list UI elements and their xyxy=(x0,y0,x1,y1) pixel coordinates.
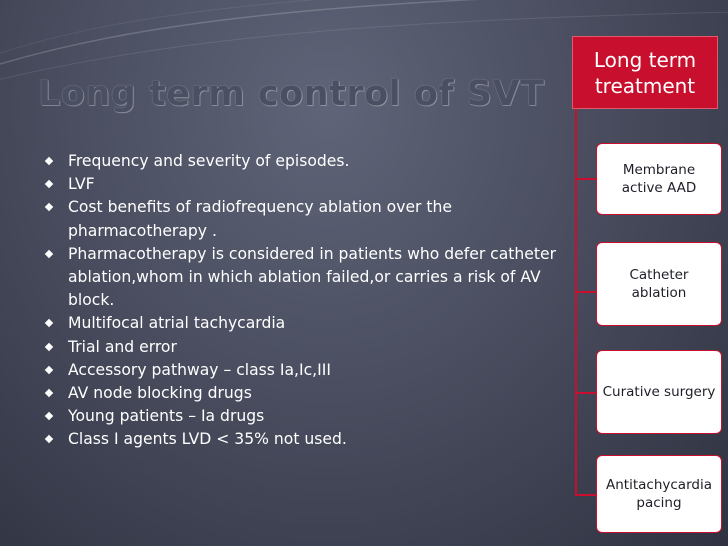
diamond-bullet-icon xyxy=(45,203,53,211)
tree-connector xyxy=(575,494,596,496)
node-line-1: Membrane xyxy=(622,162,696,178)
bullet-item xyxy=(46,312,566,335)
node-curative-surgery xyxy=(596,350,722,434)
bullet-item xyxy=(46,173,566,196)
node-line-1: Catheter xyxy=(629,267,689,283)
bullet-list xyxy=(46,150,566,452)
node-line-1: Curative surgery xyxy=(602,384,716,400)
bullet-item xyxy=(46,405,566,428)
header-line-2: treatment xyxy=(594,73,696,98)
bullet-text: Cost benefits of radiofrequency ablation over the pharmacotherapy . xyxy=(68,198,452,240)
node-line-2: ablation xyxy=(631,285,687,301)
bullet-item xyxy=(46,382,566,405)
node-membrane-active-aad xyxy=(596,143,722,215)
node-line-2: active AAD xyxy=(621,180,697,196)
tree-trunk-line xyxy=(575,109,577,495)
diamond-bullet-icon xyxy=(45,435,53,443)
bullet-text: Class I agents LVD < 35% not used. xyxy=(68,430,347,449)
bullet-item xyxy=(46,428,566,451)
diamond-bullet-icon xyxy=(45,412,53,420)
node-line-2: pacing xyxy=(636,495,682,511)
diamond-bullet-icon xyxy=(45,319,53,327)
diamond-bullet-icon xyxy=(45,157,53,165)
node-antitachycardia-pacing xyxy=(596,455,722,533)
bullet-item xyxy=(46,196,566,242)
diamond-bullet-icon xyxy=(45,342,53,350)
bullet-text: LVF xyxy=(68,175,95,194)
diamond-bullet-icon xyxy=(45,180,53,188)
node-catheter-ablation xyxy=(596,242,722,326)
tree-connector xyxy=(575,392,596,394)
diamond-bullet-icon xyxy=(45,250,53,258)
bullet-text: Frequency and severity of episodes. xyxy=(68,152,350,170)
node-line-1: Antitachycardia xyxy=(606,477,712,493)
bullet-item xyxy=(46,243,566,313)
bullet-text: AV node blocking drugs xyxy=(68,384,252,403)
bullet-text: Young patients – Ia drugs xyxy=(68,407,265,426)
tree-connector xyxy=(575,178,596,180)
bullet-text: Accessory pathway – class Ia,Ic,III xyxy=(68,360,331,379)
bullet-text: Trial and error xyxy=(68,337,177,356)
bullet-item xyxy=(46,359,566,382)
diamond-bullet-icon xyxy=(45,389,53,397)
diamond-bullet-icon xyxy=(45,366,53,374)
bullet-text: Multifocal atrial tachycardia xyxy=(68,314,286,333)
header-line-1: Long term xyxy=(593,47,697,72)
treatment-header-box xyxy=(572,36,718,109)
tree-connector xyxy=(575,291,596,293)
bullet-item xyxy=(46,336,566,359)
slide-title: Long term control of SVT xyxy=(38,74,545,114)
bullet-item xyxy=(46,150,566,173)
bullet-text: Pharmacotherapy is considered in patients who defer catheter ablation,whom in which ablation failed,or carries a risk of AV block. xyxy=(68,244,557,310)
